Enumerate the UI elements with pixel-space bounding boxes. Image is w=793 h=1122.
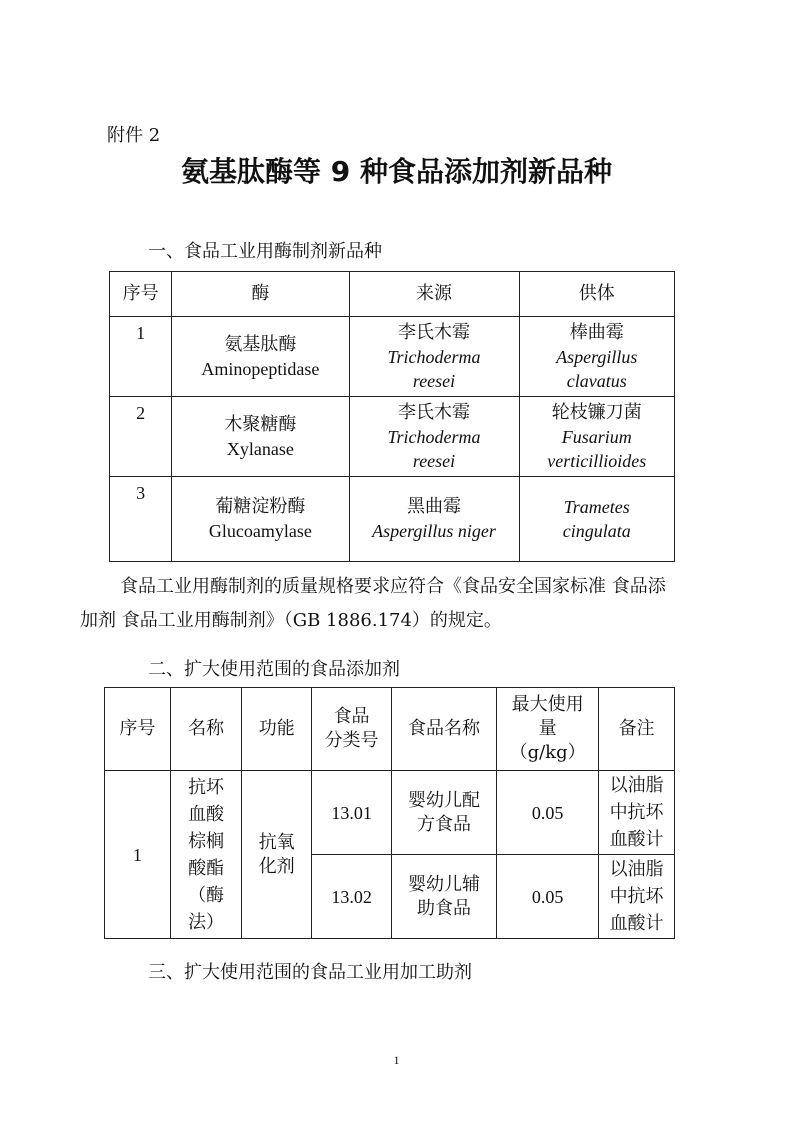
enzyme-table bbox=[109, 271, 675, 562]
additive-name: 酸酯 bbox=[188, 857, 225, 879]
row-no: 2 bbox=[110, 397, 172, 477]
enzyme-cn: 氨基肽酶 bbox=[224, 333, 297, 355]
donor-cn: 轮枝镰刀菌 bbox=[551, 401, 642, 423]
th-no: 序号 bbox=[105, 688, 171, 771]
table-row bbox=[110, 317, 675, 397]
note: 血酸计 bbox=[609, 913, 664, 934]
additive-name: 抗坏 bbox=[188, 776, 225, 798]
food-name: 婴幼儿配 bbox=[408, 789, 481, 811]
additive-name: 棕榈 bbox=[188, 830, 225, 852]
row-no: 1 bbox=[105, 771, 171, 939]
additive-function: 化剂 bbox=[258, 855, 295, 877]
donor-latin: Aspergillus bbox=[556, 346, 638, 367]
th-note: 备注 bbox=[599, 688, 675, 771]
category-code: 13.02 bbox=[312, 855, 392, 939]
table-row bbox=[105, 771, 675, 855]
source-latin: reesei bbox=[412, 450, 456, 471]
category-code: 13.01 bbox=[312, 771, 392, 855]
max-usage: 0.05 bbox=[497, 855, 599, 939]
donor-latin: verticillioides bbox=[547, 450, 647, 471]
section2-heading: 二、扩大使用范围的食品添加剂 bbox=[148, 659, 400, 680]
th-category: 食品 bbox=[333, 706, 370, 727]
additive-name: 法） bbox=[188, 911, 225, 933]
table-row bbox=[110, 477, 675, 562]
row-no: 1 bbox=[110, 317, 172, 397]
enzyme-en: Aminopeptidase bbox=[201, 358, 320, 379]
additive-name: 血酸 bbox=[188, 803, 225, 825]
th-source: 来源 bbox=[349, 272, 519, 317]
table-row bbox=[110, 397, 675, 477]
source-latin: Trichoderma bbox=[387, 426, 481, 447]
max-usage: 0.05 bbox=[497, 771, 599, 855]
attachment-label: 附件 2 bbox=[107, 125, 161, 146]
additive-table bbox=[104, 687, 675, 939]
th-name: 名称 bbox=[170, 688, 242, 771]
note: 以油脂 bbox=[609, 859, 664, 880]
additive-function: 抗氧 bbox=[258, 831, 295, 853]
source-cn: 黑曲霉 bbox=[407, 496, 462, 517]
source-cn: 李氏木霉 bbox=[398, 321, 471, 343]
note: 血酸计 bbox=[609, 829, 664, 850]
source-latin: reesei bbox=[412, 370, 456, 391]
row-no: 3 bbox=[110, 477, 172, 562]
enzyme-cn: 葡糖淀粉酶 bbox=[215, 496, 306, 517]
spec-paragraph: 食品工业用酶制剂的质量规格要求应符合《食品安全国家标准 食品添加剂 食品工业用酶制剂》（GB 1886.174）的规定。 bbox=[80, 576, 666, 631]
donor-latin: Trametes bbox=[563, 497, 630, 517]
additive-name: （酶 bbox=[188, 884, 225, 906]
donor-latin: clavatus bbox=[566, 370, 627, 391]
section3-heading: 三、扩大使用范围的食品工业用加工助剂 bbox=[148, 962, 472, 983]
note: 以油脂 bbox=[609, 775, 664, 796]
th-donor: 供体 bbox=[519, 272, 674, 317]
th-food: 食品名称 bbox=[391, 688, 496, 771]
th-max: 量 bbox=[538, 718, 557, 739]
th-function: 功能 bbox=[242, 688, 312, 771]
th-enzyme: 酶 bbox=[172, 272, 349, 317]
enzyme-en: Glucoamylase bbox=[208, 521, 312, 541]
source-cn: 李氏木霉 bbox=[398, 401, 471, 423]
page-number: 1 bbox=[393, 1053, 400, 1067]
note: 中抗坏 bbox=[609, 802, 664, 823]
source-latin: Aspergillus niger bbox=[372, 521, 496, 541]
th-category: 分类号 bbox=[324, 730, 379, 751]
th-no: 序号 bbox=[110, 272, 172, 317]
food-name: 方食品 bbox=[417, 813, 472, 835]
document-title: 氨基肽酶等 9 种食品添加剂新品种 bbox=[181, 155, 612, 188]
donor-cn: 棒曲霉 bbox=[569, 321, 624, 343]
source-latin: Trichoderma bbox=[387, 346, 481, 367]
donor-latin: cingulata bbox=[562, 521, 631, 541]
food-name: 婴幼儿辅 bbox=[408, 873, 481, 895]
section1-heading: 一、食品工业用酶制剂新品种 bbox=[148, 241, 382, 262]
enzyme-en: Xylanase bbox=[226, 438, 294, 459]
enzyme-cn: 木聚糖酶 bbox=[224, 413, 297, 435]
th-max: （g/kg） bbox=[509, 742, 586, 763]
note: 中抗坏 bbox=[609, 886, 664, 907]
donor-latin: Fusarium bbox=[561, 426, 632, 447]
food-name: 助食品 bbox=[417, 897, 472, 919]
th-max: 最大使用 bbox=[511, 694, 584, 715]
